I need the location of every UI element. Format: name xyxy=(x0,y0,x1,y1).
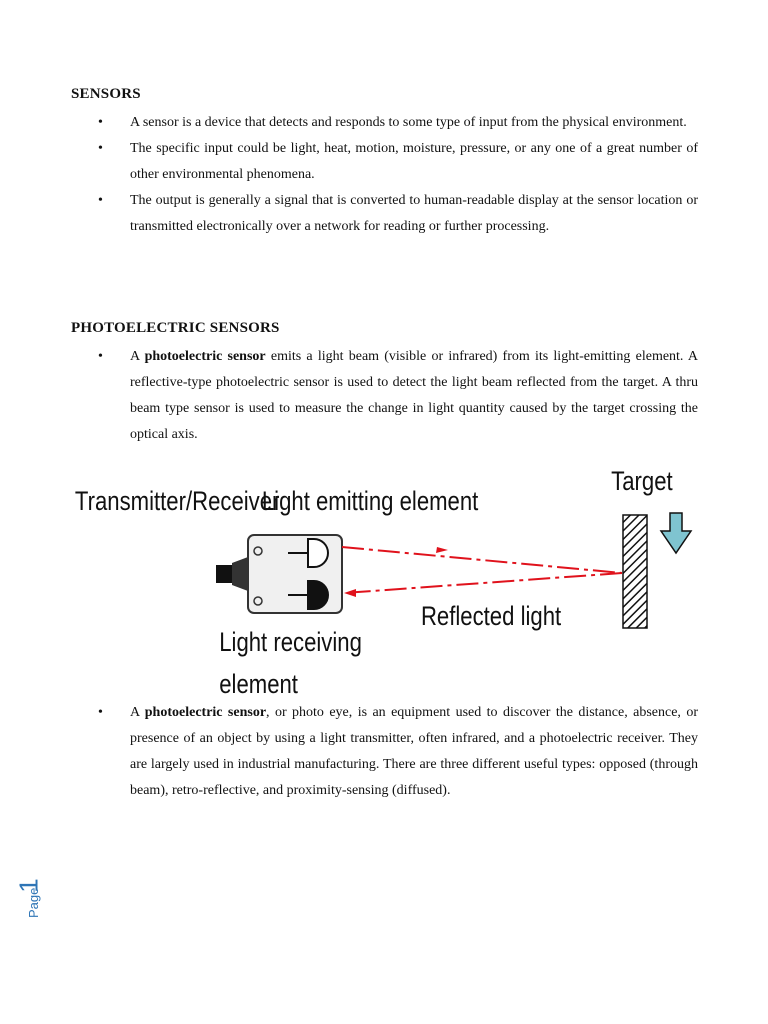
target-block-icon xyxy=(623,515,647,628)
bullet-icon: • xyxy=(98,141,103,156)
list-item: • A photoelectric sensor, or photo eye, is an equipment used to discover the distance, absence, or presence of an object by using a light transmitter, often infrared, and a photoelectric receiver. They are largely used in industrial manufacturing. There are three different useful types: opposed (through beam), retro-reflective, and proximity-sensing (diffused). xyxy=(98,700,698,804)
label-light-receiving: Light receiving xyxy=(219,628,362,658)
list-item: • A photoelectric sensor emits a light beam (visible or infrared) from its light-emitting element. A reflective-type photoelectric sensor is used to detect the light beam reflected from the target. A thru beam type sensor is used to measure the change in light quantity caused by the target crossing the optical axis. xyxy=(98,344,698,448)
sensors-list xyxy=(98,110,698,240)
bullet-icon: • xyxy=(98,705,103,720)
bold-term: photoelectric sensor xyxy=(144,349,266,364)
down-arrow-icon xyxy=(661,513,691,553)
bullet-icon: • xyxy=(98,115,103,130)
label-target: Target xyxy=(611,467,673,497)
page-number-marker xyxy=(13,878,66,950)
section-title-photoelectric: PHOTOELECTRIC SENSORS xyxy=(71,320,280,336)
bullet-icon: • xyxy=(98,193,103,208)
light-beam-icon xyxy=(342,547,622,597)
sensor-body-icon xyxy=(216,535,342,613)
section-title-sensors: SENSORS xyxy=(71,86,141,102)
list-item: • The output is generally a signal that is converted to human-readable display at the sensor location or transmitted electronically over a network for reading or further processing. xyxy=(98,188,698,240)
list-item: • A sensor is a device that detects and responds to some type of input from the physical environment. xyxy=(98,110,698,136)
label-light-emitting-element: Light emitting element xyxy=(261,487,479,517)
page-word: Page xyxy=(26,887,41,918)
bold-term: photoelectric sensor xyxy=(144,705,267,720)
label-reflected-light: Reflected light xyxy=(420,602,562,632)
label-transmitter-receiver: Transmitter/Receiver xyxy=(74,487,280,517)
list-item: • The specific input could be light, heat, motion, moisture, pressure, or any one of a great number of other environmental phenomena. xyxy=(98,136,698,188)
label-element: element xyxy=(219,670,298,700)
photoelectric-list-2 xyxy=(98,700,698,804)
photoelectric-sensor-diagram xyxy=(70,455,710,705)
bullet-icon: • xyxy=(98,349,103,364)
page-number: 1 xyxy=(13,878,44,893)
photoelectric-list xyxy=(98,344,698,448)
